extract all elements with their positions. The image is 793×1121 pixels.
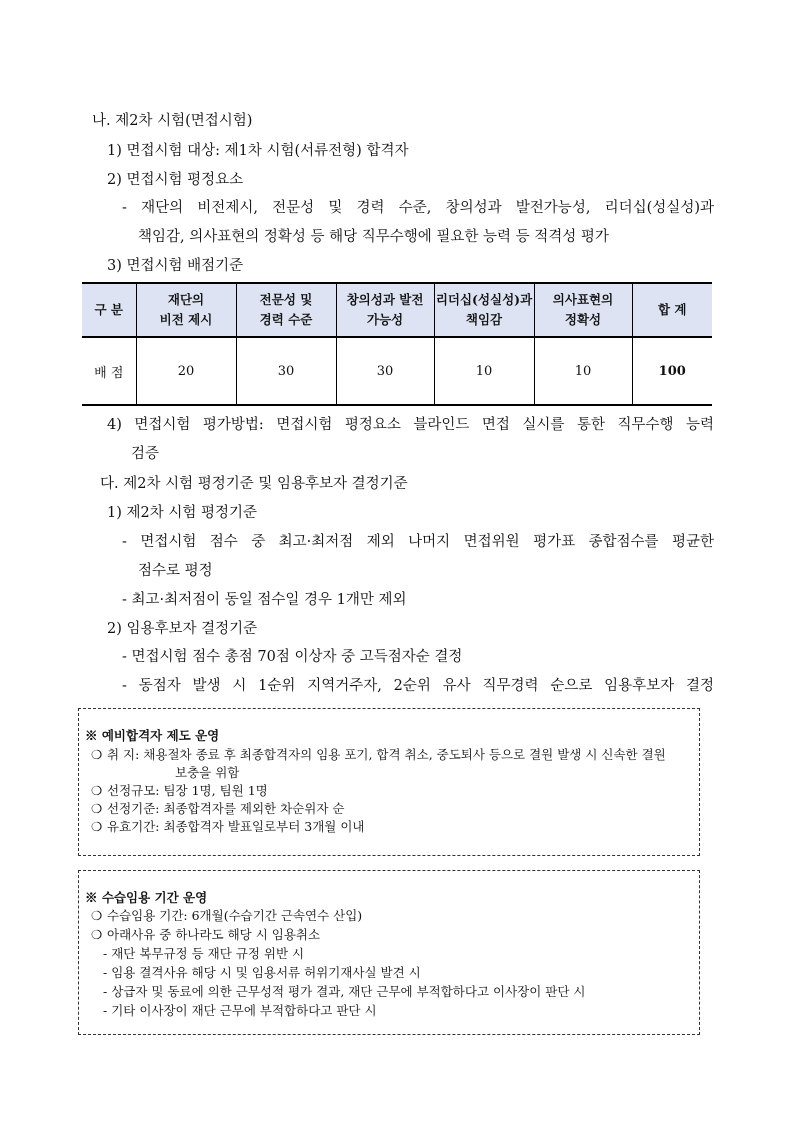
list-item: - 상급자 및 동료에 의한 근무성적 평가 결과, 재단 근무에 부적합하다고 이사장이 판단 시 (103, 984, 586, 999)
section-na-item2-bullet-line2: 책임감, 의사표현의 정확성 등 해당 직무수행에 필요한 능력 등 적격성 평가 (138, 229, 609, 245)
score-expertise: 30 (236, 337, 336, 405)
probation-box (78, 870, 700, 1035)
score-expression: 10 (534, 337, 632, 405)
section-na-item3: 3) 면접시험 배점기준 (107, 258, 244, 274)
section-da-item1-b1-line2: 점수로 평정 (138, 563, 213, 579)
reserve-purpose-line1: 채용절차 종료 후 최종합격자의 임용 포기, 합격 취소, 중도퇴사 등으로 결원 발생 시 신속한 결원 (143, 747, 666, 762)
section-da-item1-b1-line1: - 면접시험 점수 중 최고·최저점 제외 나머지 면접위원 평가표 종합점수를 평균한 (122, 534, 714, 550)
circle-bullet-icon: ❍ (91, 908, 103, 923)
section-da-item1: 1) 제2차 시험 평정기준 (107, 505, 257, 521)
circle-bullet-icon: ❍ (91, 747, 103, 762)
circle-bullet-icon: ❍ (91, 801, 103, 816)
header-creativity: 창의성과 발전 가능성 (336, 283, 434, 337)
score-table (82, 282, 712, 406)
header-category: 구 분 (82, 283, 136, 337)
section-na-item4-line1: 4) 면접시험 평가방법: 면접시험 평정요소 블라인드 면접 실시를 통한 직무수행 능력 (107, 417, 714, 433)
section-da-item1-b2: - 최고·최저점이 동일 점수일 경우 1개만 제외 (122, 592, 407, 608)
circle-bullet-icon: ❍ (91, 783, 103, 798)
reserve-box-title: ※ 예비합격자 제도 운영 (85, 728, 220, 743)
section-da-item2: 2) 임용후보자 결정기준 (107, 621, 258, 637)
section-da-item2-b1: - 면접시험 점수 총점 70점 이상자 중 고득점자순 결정 (122, 649, 463, 665)
reserve-candidate-box (78, 708, 700, 856)
section-da-heading: 다. 제2차 시험 평정기준 및 임용후보자 결정기준 (100, 476, 408, 492)
probation-period: ❍ 수습임용 기간: 6개월(수습기간 근속연수 산입) (91, 908, 363, 923)
header-total: 합 계 (632, 283, 712, 337)
section-na-item1: 1) 면접시험 대상: 제1차 시험(서류전형) 합격자 (107, 143, 409, 159)
header-expertise: 전문성 및 경력 수준 (236, 283, 336, 337)
reserve-scale: ❍ 선정규모: 팀장 1명, 팀원 1명 (91, 783, 268, 798)
probation-box-title: ※ 수습임용 기간 운영 (85, 890, 208, 905)
section-da-item2-b2: - 동점자 발생 시 1순위 지역거주자, 2순위 유사 직무경력 순으로 임용후보자 결정 (122, 678, 714, 694)
score-leadership: 10 (434, 337, 534, 405)
score-vision: 20 (136, 337, 236, 405)
header-leadership: 리더십(성실성)과 책임감 (434, 283, 534, 337)
section-na-item2-bullet-line1: - 재단의 비전제시, 전문성 및 경력 수준, 창의성과 발전가능성, 리더십(성실성)과 (122, 200, 714, 216)
table-row (82, 337, 712, 405)
score-total: 100 (632, 337, 712, 405)
circle-bullet-icon: ❍ (91, 927, 103, 942)
reserve-purpose-line2: 보충을 위함 (175, 765, 240, 780)
section-na-heading: 나. 제2차 시험(면접시험) (92, 113, 253, 129)
reserve-validity: ❍ 유효기간: 최종합격자 발표일로부터 3개월 이내 (91, 819, 365, 834)
circle-bullet-icon: ❍ (91, 819, 103, 834)
reserve-purpose-label: 취 지: (107, 747, 140, 762)
list-item: - 기타 이사장이 재단 근무에 부적합하다고 판단 시 (103, 1003, 377, 1018)
header-expression: 의사표현의 정확성 (534, 283, 632, 337)
list-item: - 임용 결격사유 해당 시 및 임용서류 허위기재사실 발견 시 (103, 965, 421, 980)
header-vision: 재단의 비전 제시 (136, 283, 236, 337)
row-label: 배 점 (82, 337, 136, 405)
section-na-item2: 2) 면접시험 평정요소 (107, 172, 244, 188)
probation-cancel-intro: ❍ 아래사유 중 하나라도 해당 시 임용취소 (91, 927, 321, 942)
list-item: - 재단 복무규정 등 재단 규정 위반 시 (103, 946, 305, 961)
reserve-purpose (91, 746, 666, 764)
section-na-item4-line2: 검증 (131, 446, 160, 462)
reserve-criteria: ❍ 선정기준: 최종합격자를 제외한 차순위자 순 (91, 801, 345, 816)
score-creativity: 30 (336, 337, 434, 405)
